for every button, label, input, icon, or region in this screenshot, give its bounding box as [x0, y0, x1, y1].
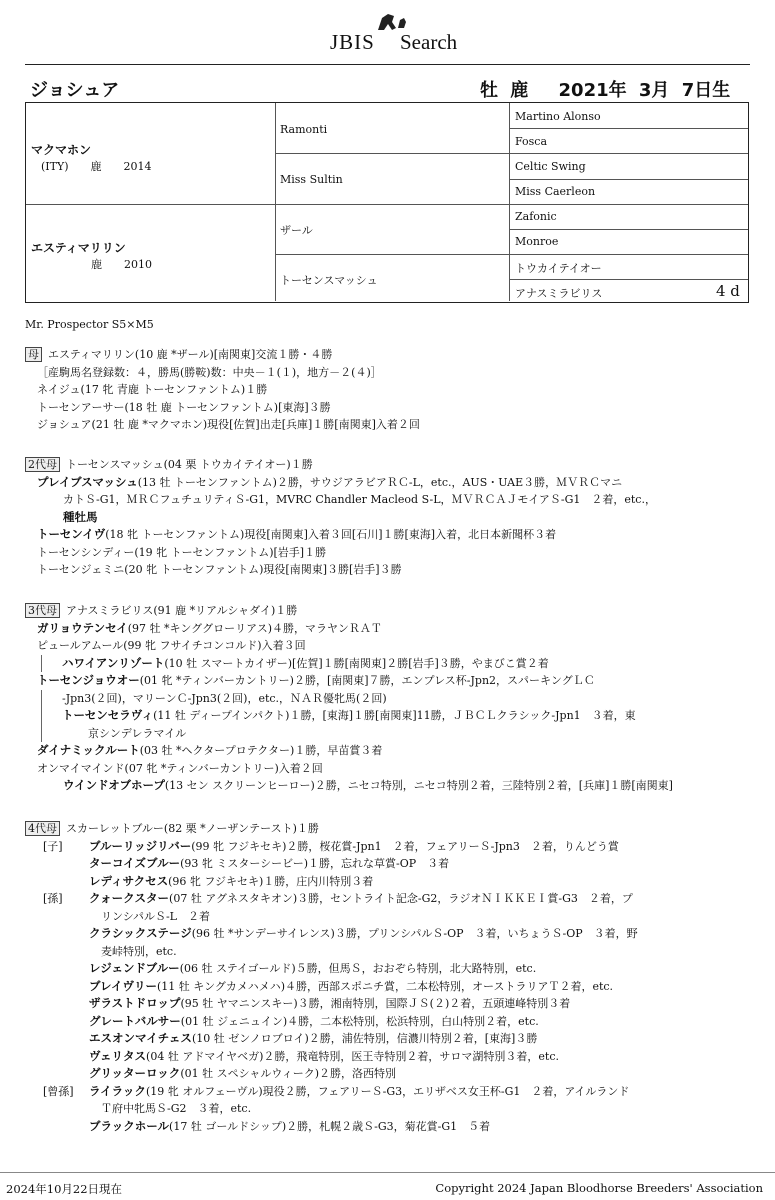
horse-info: 牡 鹿 2021年 3月 7日生 [480, 80, 731, 101]
progeny-name[interactable]: レディサクセス [89, 873, 169, 888]
progeny-name[interactable]: ブレイヴリー [89, 978, 157, 993]
progeny-name[interactable]: ヴェリタス [89, 1048, 147, 1063]
dam-foal-1: ネイジュ(17 牝 青鹿 トーセンファントム)１勝 [37, 383, 268, 396]
progeny-name[interactable]: ターコイズブルー [89, 856, 181, 870]
dam-foal-2: トーセンアーサー(18 牡 鹿 トーセンファントム)[東海]３勝 [37, 400, 331, 414]
progeny-name[interactable]: エスオンマイチェス [89, 1031, 192, 1045]
gen3-8[interactable]: アナスミラビリス [515, 287, 603, 300]
fourth-dam-section: 4代母 スカーレットブルー(82 栗 *ノーザンテースト)１勝 [子] ブルーリッジリバー(99 牝 フジキセキ)２勝，桜花賞-Jpn1 ２着，フェアリーＳ-Jpn3 ２着，りんどう賞 ターコイズブルー(93 牝 ミスターシービー)１勝，忘れな草賞-OP ３着 レディサクセス(96 牝 フジキセキ)１勝，庄内川特別３着 [孫] クォークスター(07 牡 アグネスタキオン)３勝，セントライト記念-G2，ラジオＮＩＫＫＥＩ賞-G3 ２着，プ リンシパルＳ-L ２着 クラシックステージ(96 牡 *サンデーサイレンス)３勝，プリンシパルＳ-OP ３着，いちょうＳ-OP ３着，野 麦峠特別，etc. レジェンドブルー(06 牡 ステイゴールド)５勝，但馬Ｓ，おおぞら特別，北大路特別，etc. ブレイヴリー(11 牡 キングカメハメハ)４勝，西部スポニチ賞，二本松特別，オーストラリアＴ２着，etc. ザラストドロップ(95 牡 ヤマニンスキー)３勝，湘南特別，国際ＪＳ(２)２着，五頭連峰特別３着 グレートバルサー(01 牡 ジェニュイン)４勝，二本松特別，松浜特別，白山特別２着，etc. エスオンマイチェス(10 牡 ゼンノロブロイ)２勝，浦佐特別，信濃川特別２着，[東海]３勝 ヴェリタス(04 牡 アドマイヤベガ)２勝，飛竜特別，医王寺特別２着，サロマ湖特別３着，etc. グリッターロック(01 牡 スペシャルウィーク)２勝，洛西特別 [曾孫] ライラック(19 牝 オルフェーヴル)現役２勝，フェアリーＳ-G3，エリザベス女王杯-G1 ２着，アイルランド Ｔ府中牝馬Ｓ-G2 ３着，etc. ブラックホール(17 牡 ゴールドシップ)２勝，札幌２歳Ｓ-G3，菊花賞-G1 ５着 [25, 820, 755, 1135]
progeny-name[interactable]: ハワイアンリゾート [62, 655, 165, 670]
progeny-name[interactable]: ザラストドロップ [89, 996, 181, 1010]
logo-search: Search [400, 30, 458, 54]
progeny-name[interactable]: ガリョウテンセイ [37, 620, 128, 635]
second-dam-section: 2代母 トーセンスマッシュ(04 栗 トウカイテイオー)１勝 プレイブスマッシュ(13 牡 トーセンファントム)２勝，サウジアラビアＲＣ-L，etc.，AUS・UAE３勝，ＭＶＲＣマニ カトＳ-G1，ＭＲＣフュチュリティＳ-G1，MVRC Chandler Macleod S-L，ＭＶＲＣＡＪモイアＳ-G1 ２着，etc.， 種牡馬 トーセンイヴ(18 牝 トーセンファントム)現役[南関東]入着３回[石川]１勝[東海]入着，北日本新聞杯３着 トーセンシンディー(19 牝 トーセンファントム)[岩手]１勝 トーセンジェミニ(20 牝 トーセンファントム)現役[南関東]３勝[岩手]３勝 [25, 456, 755, 579]
dam-line: エスティマリリン(10 鹿 *ザール)[南関東]交流１勝・４勝 [48, 348, 333, 361]
logo-jbis: JBIS [330, 30, 375, 54]
pedigree-table [25, 102, 749, 303]
progeny-name[interactable]: ウインドオブホープ [63, 778, 165, 792]
inbreeding-note: Mr. Prospector S5×M5 [25, 318, 154, 331]
gen3-3[interactable]: Celtic Swing [515, 160, 586, 173]
gen3-6[interactable]: Monroe [515, 235, 559, 248]
gen3-2[interactable]: Fosca [515, 135, 548, 148]
dam-stats: ［産駒馬名登録数：４，勝馬(勝鞍)数：中央－１(１)，地方－２(４)］ [37, 365, 382, 379]
dam-section [25, 346, 755, 434]
second-dam-tag: 2代母 [25, 457, 60, 472]
progeny-name[interactable]: グレートバルサー [89, 1013, 181, 1028]
progeny-name[interactable]: クラシックステージ [89, 926, 192, 940]
footer-date: 2024年10月22日現在 [6, 1182, 123, 1196]
gen3-5[interactable]: Zafonic [515, 210, 557, 223]
progeny-name[interactable]: ブルーリッジリバー [89, 838, 192, 853]
sire-dam[interactable]: Miss Sultin [280, 173, 343, 186]
gen3-1[interactable]: Martino Alonso [515, 110, 601, 123]
sire-detail: (ITY) 鹿 2014 [41, 160, 152, 173]
third-dam-tag: 3代母 [25, 603, 60, 618]
progeny-name[interactable]: クォークスター [89, 891, 170, 905]
sire-sire[interactable]: Ramonti [280, 123, 328, 136]
progeny-name[interactable]: レジェンドブルー [89, 961, 180, 975]
sire-name[interactable]: マクマホン [31, 143, 92, 157]
progeny-name[interactable]: ライラック [89, 1083, 146, 1098]
progeny-name[interactable]: ブラックホール [89, 1118, 170, 1133]
dam-foal-3: ジョシュア(21 牡 鹿 *マクマホン)現役[佐賀]出走[兵庫]１勝[南関東]入着２回 [37, 418, 420, 431]
horse-name: ジョシュア [30, 80, 120, 101]
child-label: [子] [43, 839, 63, 853]
progeny-name[interactable]: トーセンセラヴィ [62, 708, 154, 722]
fourth-dam-tag: 4代母 [25, 821, 60, 836]
progeny-name[interactable]: トーセンジョウオー [37, 673, 140, 687]
dam-sire[interactable]: ザール [280, 224, 313, 237]
dam-tag: 母 [25, 347, 42, 362]
third-dam-section: 3代母 アナスミラビリス(91 鹿 *リアルシャダイ)１勝 ガリョウテンセイ(97 牡 *キンググローリアス)４勝，マラヤンＲＡＴ ピュールアムール(99 牝 フサイチコンコルド)入着３回 ハワイアンリゾート(10 牡 スマートカイザー)[佐賀]１勝[南関東]２勝[岩手]３勝，やまびこ賞２着 トーセンジョウオー(01 牝 *ティンバーカントリー)２勝，[南関東]７勝，エンプレス杯-Jpn2，スパーキングＬＣ -Jpn3(２回)，マリーンＣ-Jpn3(２回)，etc.，ＮＡＲ優牝馬(２回) トーセンセラヴィ(11 牡 ディープインパクト)１勝，[東海]１勝[南関東]11勝，ＪＢＣＬクラシック-Jpn1 ３着，東 京シンデレラマイル ダイナミックルート(03 牡 *ヘクタープロテクター)１勝，早苗賞３着 オンマイマインド(07 牝 *ティンバーカントリー)入着２回 ウインドオブホープ(13 セン スクリーンヒーロー)２勝，ニセコ特別，ニセコ特別２着，三陸特別２着，[兵庫]１勝[南関東] [25, 602, 755, 795]
jbis-search-logo[interactable] [330, 8, 470, 54]
sire-cell[interactable] [31, 141, 152, 174]
dam-detail: 鹿 2010 [91, 258, 152, 271]
footer-rule [0, 1172, 775, 1173]
dam-cell[interactable] [31, 239, 152, 272]
progeny-name[interactable]: グリッターロック [89, 1066, 181, 1080]
progeny-name[interactable]: トーセンイヴ [37, 527, 106, 541]
gen3-7[interactable]: トウカイテイオー [515, 262, 602, 275]
progeny-name[interactable]: プレイブスマッシュ [37, 474, 138, 489]
grandchild-label: [孫] [43, 892, 63, 905]
great-grandchild-label: [曾孫] [43, 1084, 74, 1098]
family-number: 4 d [716, 282, 740, 300]
second-dam-head: トーセンスマッシュ(04 栗 トウカイテイオー)１勝 [66, 458, 313, 471]
header-rule [25, 64, 750, 65]
dam-dam[interactable]: トーセンスマッシュ [280, 274, 378, 287]
footer-copyright: Copyright 2024 Japan Bloodhorse Breeders' Association [435, 1181, 763, 1195]
dam-name[interactable]: エスティマリリン [31, 241, 126, 255]
gen3-4[interactable]: Miss Caerleon [515, 185, 596, 198]
progeny-name[interactable]: ダイナミックルート [37, 743, 140, 757]
